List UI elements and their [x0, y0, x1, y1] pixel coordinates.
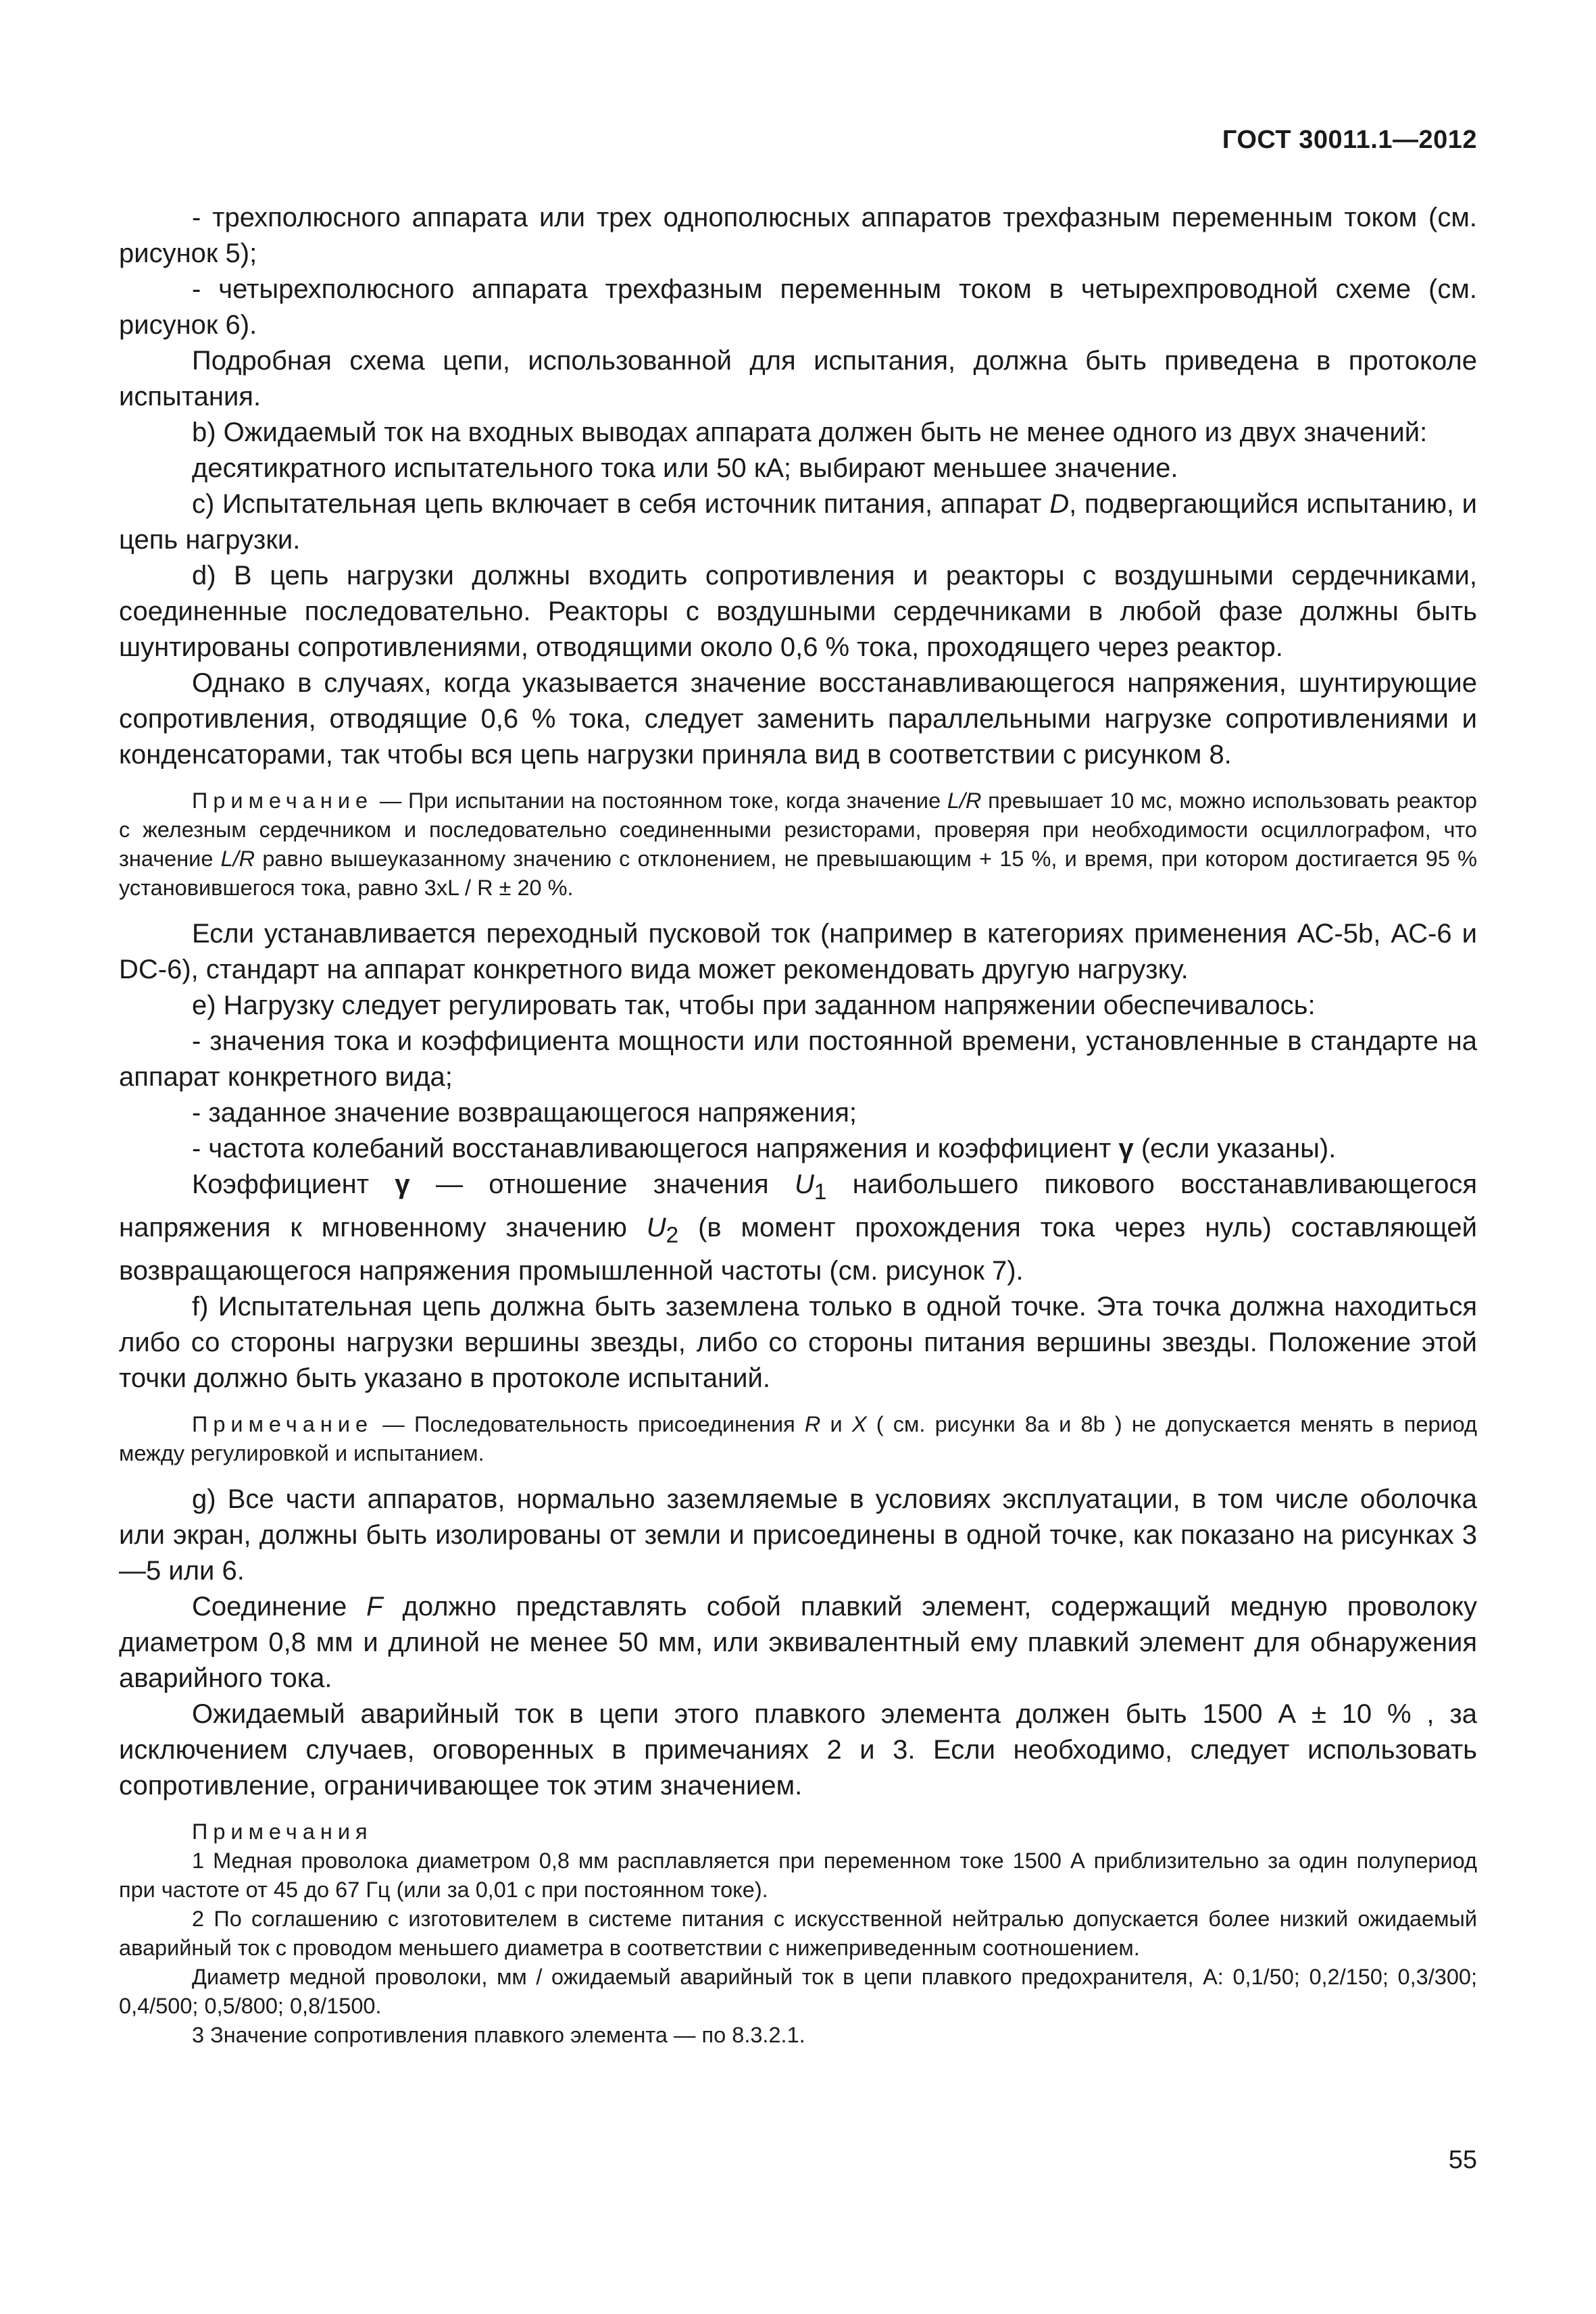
paragraph: Соединение F должно представлять собой плавкий элемент, содержащий медную проволоку диаметром 0,8 мм и длиной не менее 50 мм, или эквивалентный ему плавкий элемент для обнаружения аварийного тока.	[119, 1592, 1478, 1693]
paragraph-c: с) Испытательная цепь включает в себя источник питания, аппарат D, подвергающийся испытанию, и цепь нагрузки.	[119, 489, 1478, 555]
paragraph-e: е) Нагрузку следует регулировать так, чтобы при заданном напряжении обеспечивалось:	[192, 990, 1316, 1020]
notes-label: Примечания	[192, 1819, 373, 1844]
note-label: Примечание	[192, 1412, 374, 1436]
page-number: 55	[1448, 2146, 1477, 2174]
paragraph: - четырехполюсного аппарата трехфазным переменным током в четырехпроводной схеме (см. рисунок 6).	[119, 274, 1477, 340]
paragraph-f: f) Испытательная цепь должна быть заземлена только в одной точке. Эта точка должна находиться либо со стороны нагрузки вершины звезды, либо со стороны питания вершины звезды. Положение этой точки должно быть указано в протоколе испытаний.	[119, 1292, 1477, 1393]
notes-final	[119, 1817, 1477, 2050]
paragraph: Если устанавливается переходный пусковой ток (например в категориях применения АС-5b, АС-6 и DC-6), стандарт на аппарат конкретного вида может рекомендовать другую нагрузку.	[119, 919, 1477, 984]
document-body	[119, 200, 1477, 2063]
note-item: 2 По соглашению с изготовителем в системе питания с искусственной нейтралью допускается более низкий ожидаемый аварийный ток с проводом меньшего диаметра в соответствии с нижеприведенным соотношением.	[119, 1907, 1477, 1960]
paragraph: десятикратного испытательного тока или 50 кА; выбирают меньшее значение.	[192, 453, 1178, 483]
paragraph: - частота колебаний восстанавливающегося напряжения и коэффициент γ (если указаны).	[192, 1134, 1337, 1163]
note-2: Примечание — Последовательность присоединения R и X ( см. рисунки 8а и 8b ) не допускается менять в период между регулировкой и испытанием.	[119, 1412, 1477, 1465]
note-item: 1 Медная проволока диаметром 0,8 мм расплавляется при переменном токе 1500 А приблизительно за один полупериод при частоте от 45 до 67 Гц (или за 0,01 с при постоянном токе).	[119, 1848, 1477, 1902]
note-1: Примечание — При испытании на постоянном токе, когда значение L/R превышает 10 мс, можно использовать реактор с железным сердечником и последовательно соединенными резисторами, проверяя при необходимости осциллографом, что значение L/R равно вышеуказанному значению с отклонением, не превышающим + 15 %, и время, при котором достигается 95 % установившегося тока, равно 3xL / R ± 20 %.	[119, 788, 1477, 900]
paragraph-d: d) В цепь нагрузки должны входить сопротивления и реакторы с воздушными сердечниками, соединенные последовательно. Реакторы с воздушными сердечниками в любой фазе должны быть шунтированы сопротивлениями, отводящими около 0,6 % тока, проходящего через реактор.	[119, 561, 1477, 662]
note-item: 3 Значение сопротивления плавкого элемента — по 8.3.2.1.	[192, 2023, 805, 2047]
paragraph-b: b) Ожидаемый ток на входных выводах аппарата должен быть не менее одного из двух значений:	[192, 418, 1428, 447]
paragraph: Ожидаемый аварийный ток в цепи этого плавкого элемента должен быть 1500 А ± 10 % , за исключением случаев, оговоренных в примечаниях 2 и 3. Если необходимо, следует использовать сопротивление, ограничивающее ток этим значением.	[119, 1699, 1477, 1801]
doc-header: ГОСТ 30011.1—2012	[1222, 126, 1477, 154]
paragraph-coefficient: Коэффициент γ — отношение значения $U_1$ наибольшего пикового восстанавливающегося напряжения к мгновенному значению $U_2$ (в момент прохождения тока через нуль) составляющей возвращающегося напряжения промышленной частоты (см. рисунок 7).	[119, 1169, 1477, 1286]
paragraph: - значения тока и коэффициента мощности или постоянной времени, установленные в стандарте на аппарат конкретного вида;	[119, 1026, 1477, 1092]
paragraph: Однако в случаях, когда указывается значение восстанавливающегося напряжения, шунтирующие сопротивления, отводящие 0,6 % тока, следует заменить параллельными нагрузке сопротивлениями и конденсаторами, так чтобы вся цепь нагрузки приняла вид в соответствии с рисунком 8.	[119, 668, 1477, 770]
note-item: Диаметр медной проволоки, мм / ожидаемый аварийный ток в цепи плавкого предохранителя, А: 0,1/50; 0,2/150; 0,3/300; 0,4/500; 0,5/800; 0,8/1500.	[119, 1965, 1477, 2018]
paragraph: - трехполюсного аппарата или трех однополюсных аппаратов трехфазным переменным током (см. рисунок 5);	[119, 203, 1477, 268]
paragraph: - заданное значение возвращающегося напряжения;	[192, 1098, 857, 1128]
paragraph-g: g) Все части аппаратов, нормально заземляемые в условиях эксплуатации, в том числе оболочка или экран, должны быть изолированы от земли и присоединены в одной точке, как показано на рисунках 3—5 или 6.	[119, 1484, 1477, 1586]
note-label: Примечание	[192, 788, 374, 813]
paragraph: Подробная схема цепи, использованной для испытания, должна быть приведена в протоколе испытания.	[119, 346, 1477, 411]
